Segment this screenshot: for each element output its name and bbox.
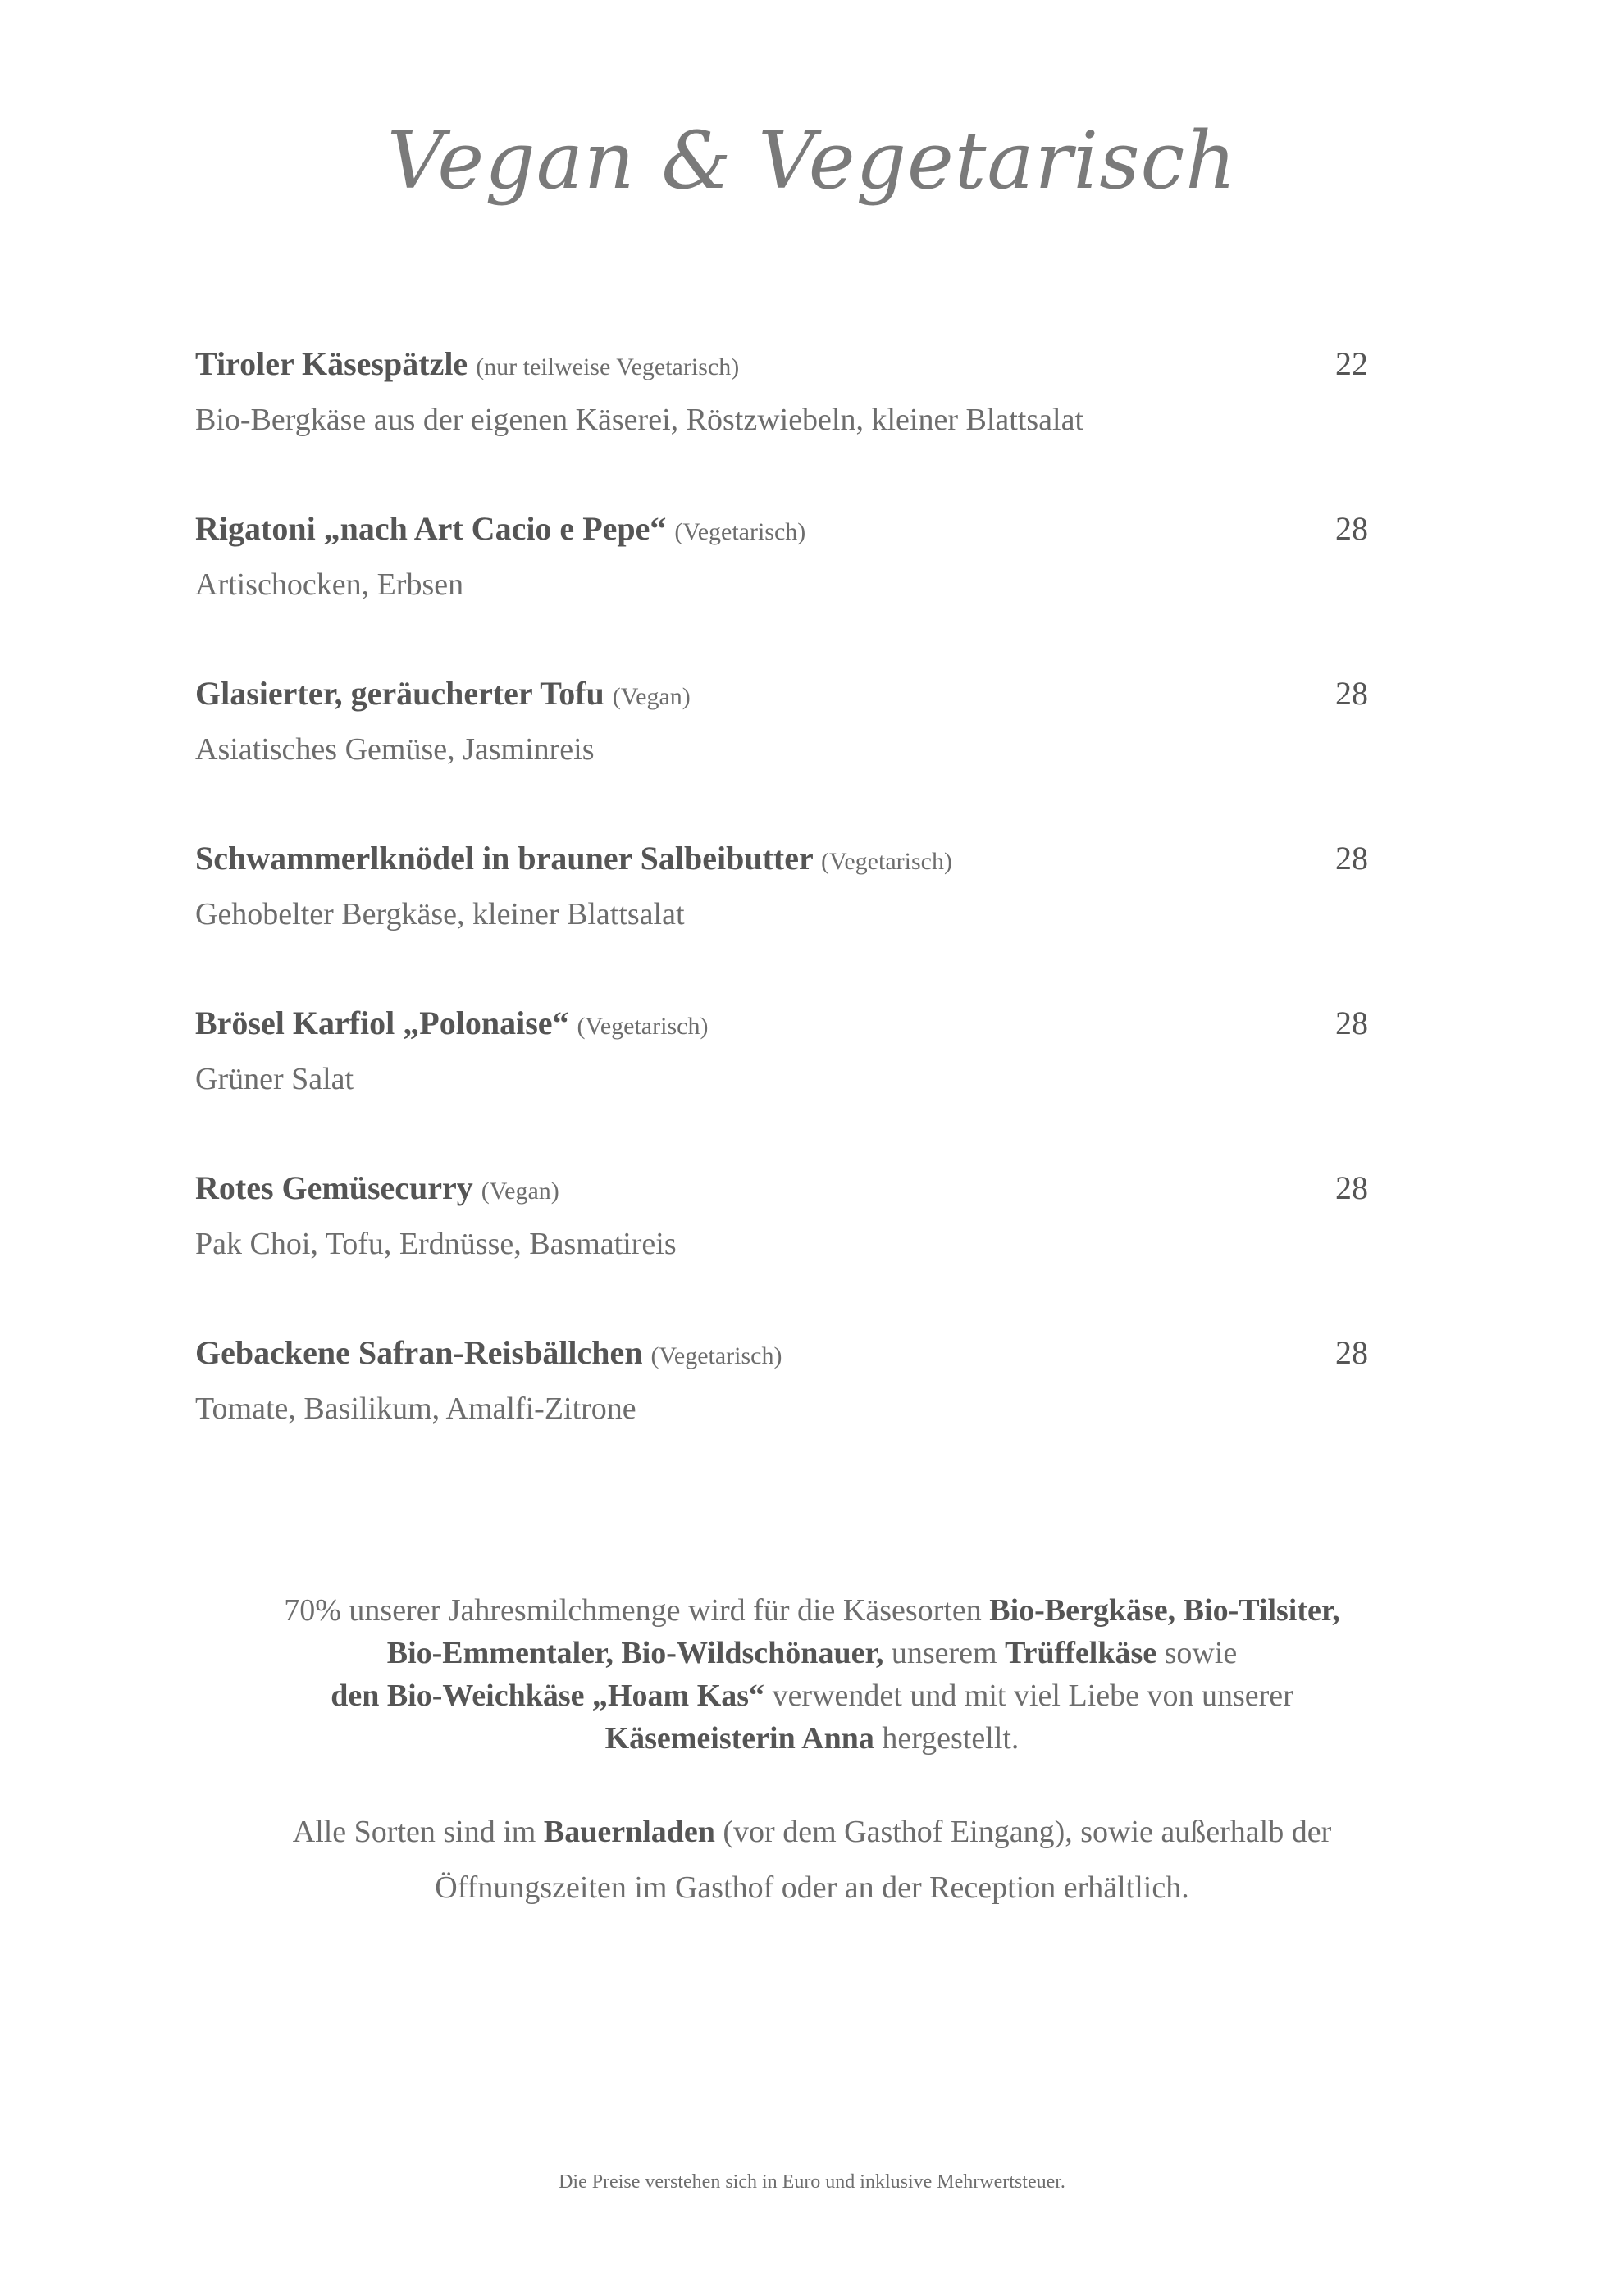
menu-item-name <box>195 503 1368 558</box>
cheese-info-paragraph <box>180 1589 1444 1760</box>
menu-item-price: 28 <box>1335 1169 1368 1206</box>
menu-item-note: (Vegetarisch) <box>650 1342 782 1369</box>
menu-item-name <box>195 338 1368 394</box>
menu-item <box>195 997 1368 1162</box>
info-highlight: Bauernladen <box>543 1815 715 1849</box>
menu-item-title: Gebackene Safran-Reisbällchen <box>195 1334 643 1371</box>
info-highlight: Käsemeisterin Anna <box>604 1721 874 1756</box>
menu-item-name <box>195 667 1368 723</box>
menu-item-note: (Vegetarisch) <box>821 848 952 875</box>
menu-item-note: (Vegan) <box>481 1178 559 1205</box>
menu-list <box>195 338 1368 1492</box>
menu-item-price: 28 <box>1335 675 1368 712</box>
info-text: hergestellt. <box>874 1721 1020 1756</box>
menu-item-description: Bio-Bergkäse aus der eigenen Käserei, Röstzwiebeln, kleiner Blattsalat <box>195 403 1083 437</box>
menu-item-price: 28 <box>1335 840 1368 877</box>
menu-item-price: 28 <box>1335 1334 1368 1371</box>
info-highlight: den Bio-Weichkäse „Hoam Kas“ <box>331 1679 765 1713</box>
info-highlight: Trüffelkäse <box>1005 1636 1157 1670</box>
info-highlight: Bio-Emmentaler, Bio-Wildschönauer, <box>386 1636 884 1670</box>
menu-item <box>195 338 1368 503</box>
info-text: 70% unserer Jahresmilchmenge wird für die Käsesorten <box>284 1593 990 1628</box>
menu-item-price: 22 <box>1335 345 1368 382</box>
menu-item-title: Schwammerlknödel in brauner Salbeibutter <box>195 840 814 877</box>
page-title: Vegan & Vegetarisch <box>386 115 1238 207</box>
info-text: Alle Sorten sind im <box>292 1815 544 1849</box>
menu-item-description: Asiatisches Gemüse, Jasminreis <box>195 732 595 767</box>
menu-item-title: Brösel Karfiol „Polonaise“ <box>195 1004 569 1041</box>
menu-item-note: (Vegetarisch) <box>674 518 806 545</box>
menu-item-name <box>195 1162 1368 1218</box>
menu-item-description: Gehobelter Bergkäse, kleiner Blattsalat <box>195 897 685 932</box>
menu-item-price: 28 <box>1335 510 1368 547</box>
info-text: verwendet und mit viel Liebe von unserer <box>764 1679 1293 1713</box>
info-text: sowie <box>1156 1636 1238 1670</box>
menu-item-description: Tomate, Basilikum, Amalfi-Zitrone <box>195 1392 636 1426</box>
info-text: Öffnungszeiten im Gasthof oder an der Reception erhältlich. <box>435 1870 1189 1905</box>
menu-item-note: (nur teilweise Vegetarisch) <box>476 353 740 380</box>
menu-item-name <box>195 1327 1368 1383</box>
menu-item <box>195 1327 1368 1492</box>
menu-item-title: Glasierter, geräucherter Tofu <box>195 675 604 712</box>
info-text: unserem <box>883 1636 1006 1670</box>
menu-item-note: (Vegetarisch) <box>577 1013 709 1040</box>
menu-item <box>195 1162 1368 1327</box>
info-text: (vor dem Gasthof Eingang), sowie außerhalb der <box>714 1815 1332 1849</box>
menu-item <box>195 667 1368 832</box>
menu-item-price: 28 <box>1335 1004 1368 1041</box>
menu-item-description: Artischocken, Erbsen <box>195 567 464 602</box>
info-highlight: Bio-Bergkäse, Bio-Tilsiter, <box>989 1593 1340 1628</box>
menu-item-description: Grüner Salat <box>195 1062 354 1096</box>
menu-item-description: Pak Choi, Tofu, Erdnüsse, Basmatireis <box>195 1227 677 1261</box>
menu-item-title: Tiroler Käsespätzle <box>195 345 468 382</box>
menu-item-name <box>195 997 1368 1053</box>
menu-item <box>195 503 1368 667</box>
menu-item-title: Rigatoni „nach Art Cacio e Pepe“ <box>195 510 667 547</box>
menu-item-name <box>195 832 1368 888</box>
shop-info-paragraph <box>180 1804 1444 1916</box>
menu-item-title: Rotes Gemüsecurry <box>195 1169 473 1206</box>
menu-item <box>195 832 1368 997</box>
menu-item-note: (Vegan) <box>612 683 691 710</box>
price-footnote: Die Preise verstehen sich in Euro und inklusive Mehrwertsteuer. <box>559 2171 1065 2193</box>
